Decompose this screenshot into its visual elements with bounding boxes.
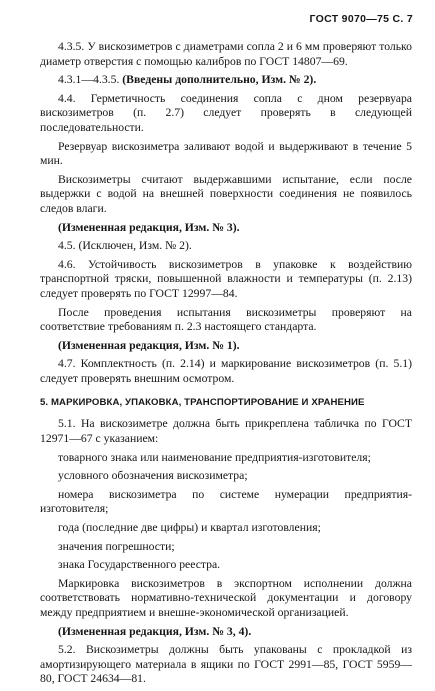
paragraph-reservoir: Резервуар вискозиметра заливают водой и выдерживают в течение 5 мин. [40, 139, 412, 168]
paragraph-4-7: 4.7. Комплектность (п. 2.14) и маркирование вискозиметров (п. 5.1) следует проверять внешним осмотром. [40, 357, 412, 385]
paragraph-5-1: 5.1. На вискозиметре должна быть прикреплена табличка по ГОСТ 12971—67 с указанием: [40, 417, 412, 446]
paragraph-viscometers-pass: Вискозиметры считают выдержавшими испытание, если после выдержки с водой на внешней поверхности соединения не появилось следов влаги. [40, 172, 412, 215]
list-item-number: номера вискозиметра по системе нумерации предприятия-изготовителя; [40, 487, 412, 516]
page-header: ГОСТ 9070—75 С. 7 [309, 13, 413, 25]
paragraph-export-marking: Маркировка вискозиметров в экспортном исполнении должна соответствовать нормативно-технической документации и договору между предприятием и внешне-экономической организацией. [40, 576, 412, 619]
list-item-registry: знака Государственного реестра. [58, 558, 221, 572]
paragraph-4-3-1-note [40, 73, 412, 88]
note-text: 4.3.1—4.3.5. (Введены дополнительно, Изм. № 2). [58, 73, 317, 87]
paragraph-4-6: 4.6. Устойчивость вискозиметров в упаковке к воздействию транспортной тряски, повышенной влажности и температуры (п. 2.13) следует проверять по ГОСТ 12997—84. [40, 257, 412, 300]
list-item-year: года (последние две цифры) и квартал изготовления; [58, 521, 321, 535]
list-item-trademark: товарного знака или наименование предприятия-изготовителя; [58, 450, 371, 464]
document-body [40, 40, 412, 691]
paragraph-5-2: 5.2. Вискозиметры должны быть упакованы с прокладкой из амортизирующего материала в ящики по ГОСТ 2991—85, ГОСТ 5959—80, ГОСТ 24634—81. [40, 643, 412, 686]
paragraph-4-4: 4.4. Герметичность соединения сопла с дном резервуара вискозиметров (п. 2.7) следует проверять в следующей последовательности. [40, 91, 412, 134]
list-item-error: значения погрешности; [58, 539, 175, 553]
list-item-designation: условного обозначения вискозиметра; [58, 469, 248, 483]
paragraph-4-3-5: 4.3.5. У вискозиметров с диаметрами сопла 2 и 6 мм проверяют только диаметр отверстия с помощью калибров по ГОСТ 14807—69. [40, 40, 412, 68]
amendment-note-3-4: (Измененная редакция, Изм. № 3, 4). [58, 624, 252, 638]
paragraph-4-5: 4.5. (Исключен, Изм. № 2). [58, 239, 192, 253]
amendment-note-1: (Измененная редакция, Изм. № 1). [58, 338, 240, 352]
paragraph-after-test: После проведения испытания вискозиметры проверяют на соответствие требованиям п. 2.3 настоящего стандарта. [40, 305, 412, 334]
section-title: 5. МАРКИРОВКА, УПАКОВКА, ТРАНСПОРТИРОВАНИЕ И ХРАНЕНИЕ [40, 397, 365, 409]
amendment-note-3: (Измененная редакция, Изм. № 3). [58, 220, 240, 234]
